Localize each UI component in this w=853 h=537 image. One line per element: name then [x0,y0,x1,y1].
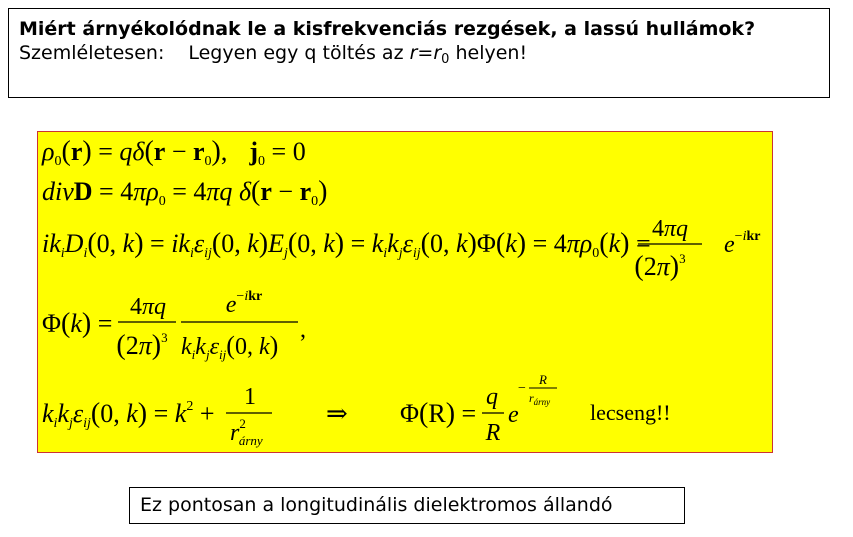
svg-text:Φ(k) =: Φ(k) = [42,308,113,339]
svg-text:e: e [508,402,519,428]
statement-var-r: r [409,42,418,64]
svg-text:R: R [485,420,501,446]
slide-subtitle [19,41,819,65]
svg-text:ikiDi(0, k) = ikiεij(0, k)Ej(0: ikiDi(0, k) = ikiεij(0, k)Ej(0, k) = kikjεij(0, k)Φ(k) = 4πρ0(k) = [42,228,651,261]
statement-var-r0: r [433,42,442,64]
formula-box [37,131,773,453]
slide-question: Miért árnyékolódnak le a kisfrekvenciás rezgések, a lassú hullámok? [19,18,756,40]
svg-text:e−ikr: $e^{-ikr}$ [225,289,263,318]
title-box [8,8,830,98]
svg-text:q: q [486,384,498,410]
statement-suffix: helyen [449,42,520,64]
svg-text:e−ikr: $e^{-ikr}$ [724,229,761,258]
equation-fourier [42,216,760,282]
svg-text:1: 1 [244,384,256,410]
conclusion-word: lecseng!! [590,400,671,425]
svg-text:4πq: 4πq [129,294,167,320]
svg-text:kikjεij(0, k) = k2 +: kikjεij(0, $k) = k^2$ + [42,398,215,431]
statement-prefix: Legyen egy q töltés az [188,42,410,64]
svg-text:(2π)3: $(2\pi)^3$ [116,330,168,361]
svg-text:(2π)3: $(2\pi)^3$ [634,251,686,282]
equation-charge-density [41,136,306,169]
formula-canvas [38,132,774,454]
statement-sub: 0 [441,52,450,67]
footer-note: Ez pontosan a longitudinális dielektromos állandó [140,494,613,516]
statement-equals: = [417,42,434,64]
equation-screening [42,372,671,448]
svg-text:kikjεij(0, k): $k_ik_j\varepsilon_{ij}(0$, k) [181,331,279,362]
equation-potential [42,289,306,362]
svg-text:r2árny: $r^2$ árny [230,416,263,448]
equation-divergence [42,176,327,209]
intuitive-label: Szemléletesen: [19,42,165,64]
svg-text:−: − [518,381,526,396]
svg-text:R: R [539,372,547,387]
statement-end: ! [519,42,528,64]
svg-text:rárny: $r_{árny}$ [529,391,551,407]
svg-text:Φ(R) =: Φ(R) = [400,398,477,429]
svg-text:divD = 4πρ0 = 4πq δ(r − r0): divD = 4πρ0 = 4πq δ(r − r0) [42,176,328,209]
svg-text:⇒: ⇒ [326,399,348,428]
svg-text:,: , [300,317,306,343]
svg-text:ρ0(r) = qδ(r − r0),j0 = 0: ρ0(r) = qδ(r − r0), j0 = 0 [42,136,306,169]
svg-text:4πq: 4πq [651,216,689,242]
footer-note-box [129,487,685,524]
